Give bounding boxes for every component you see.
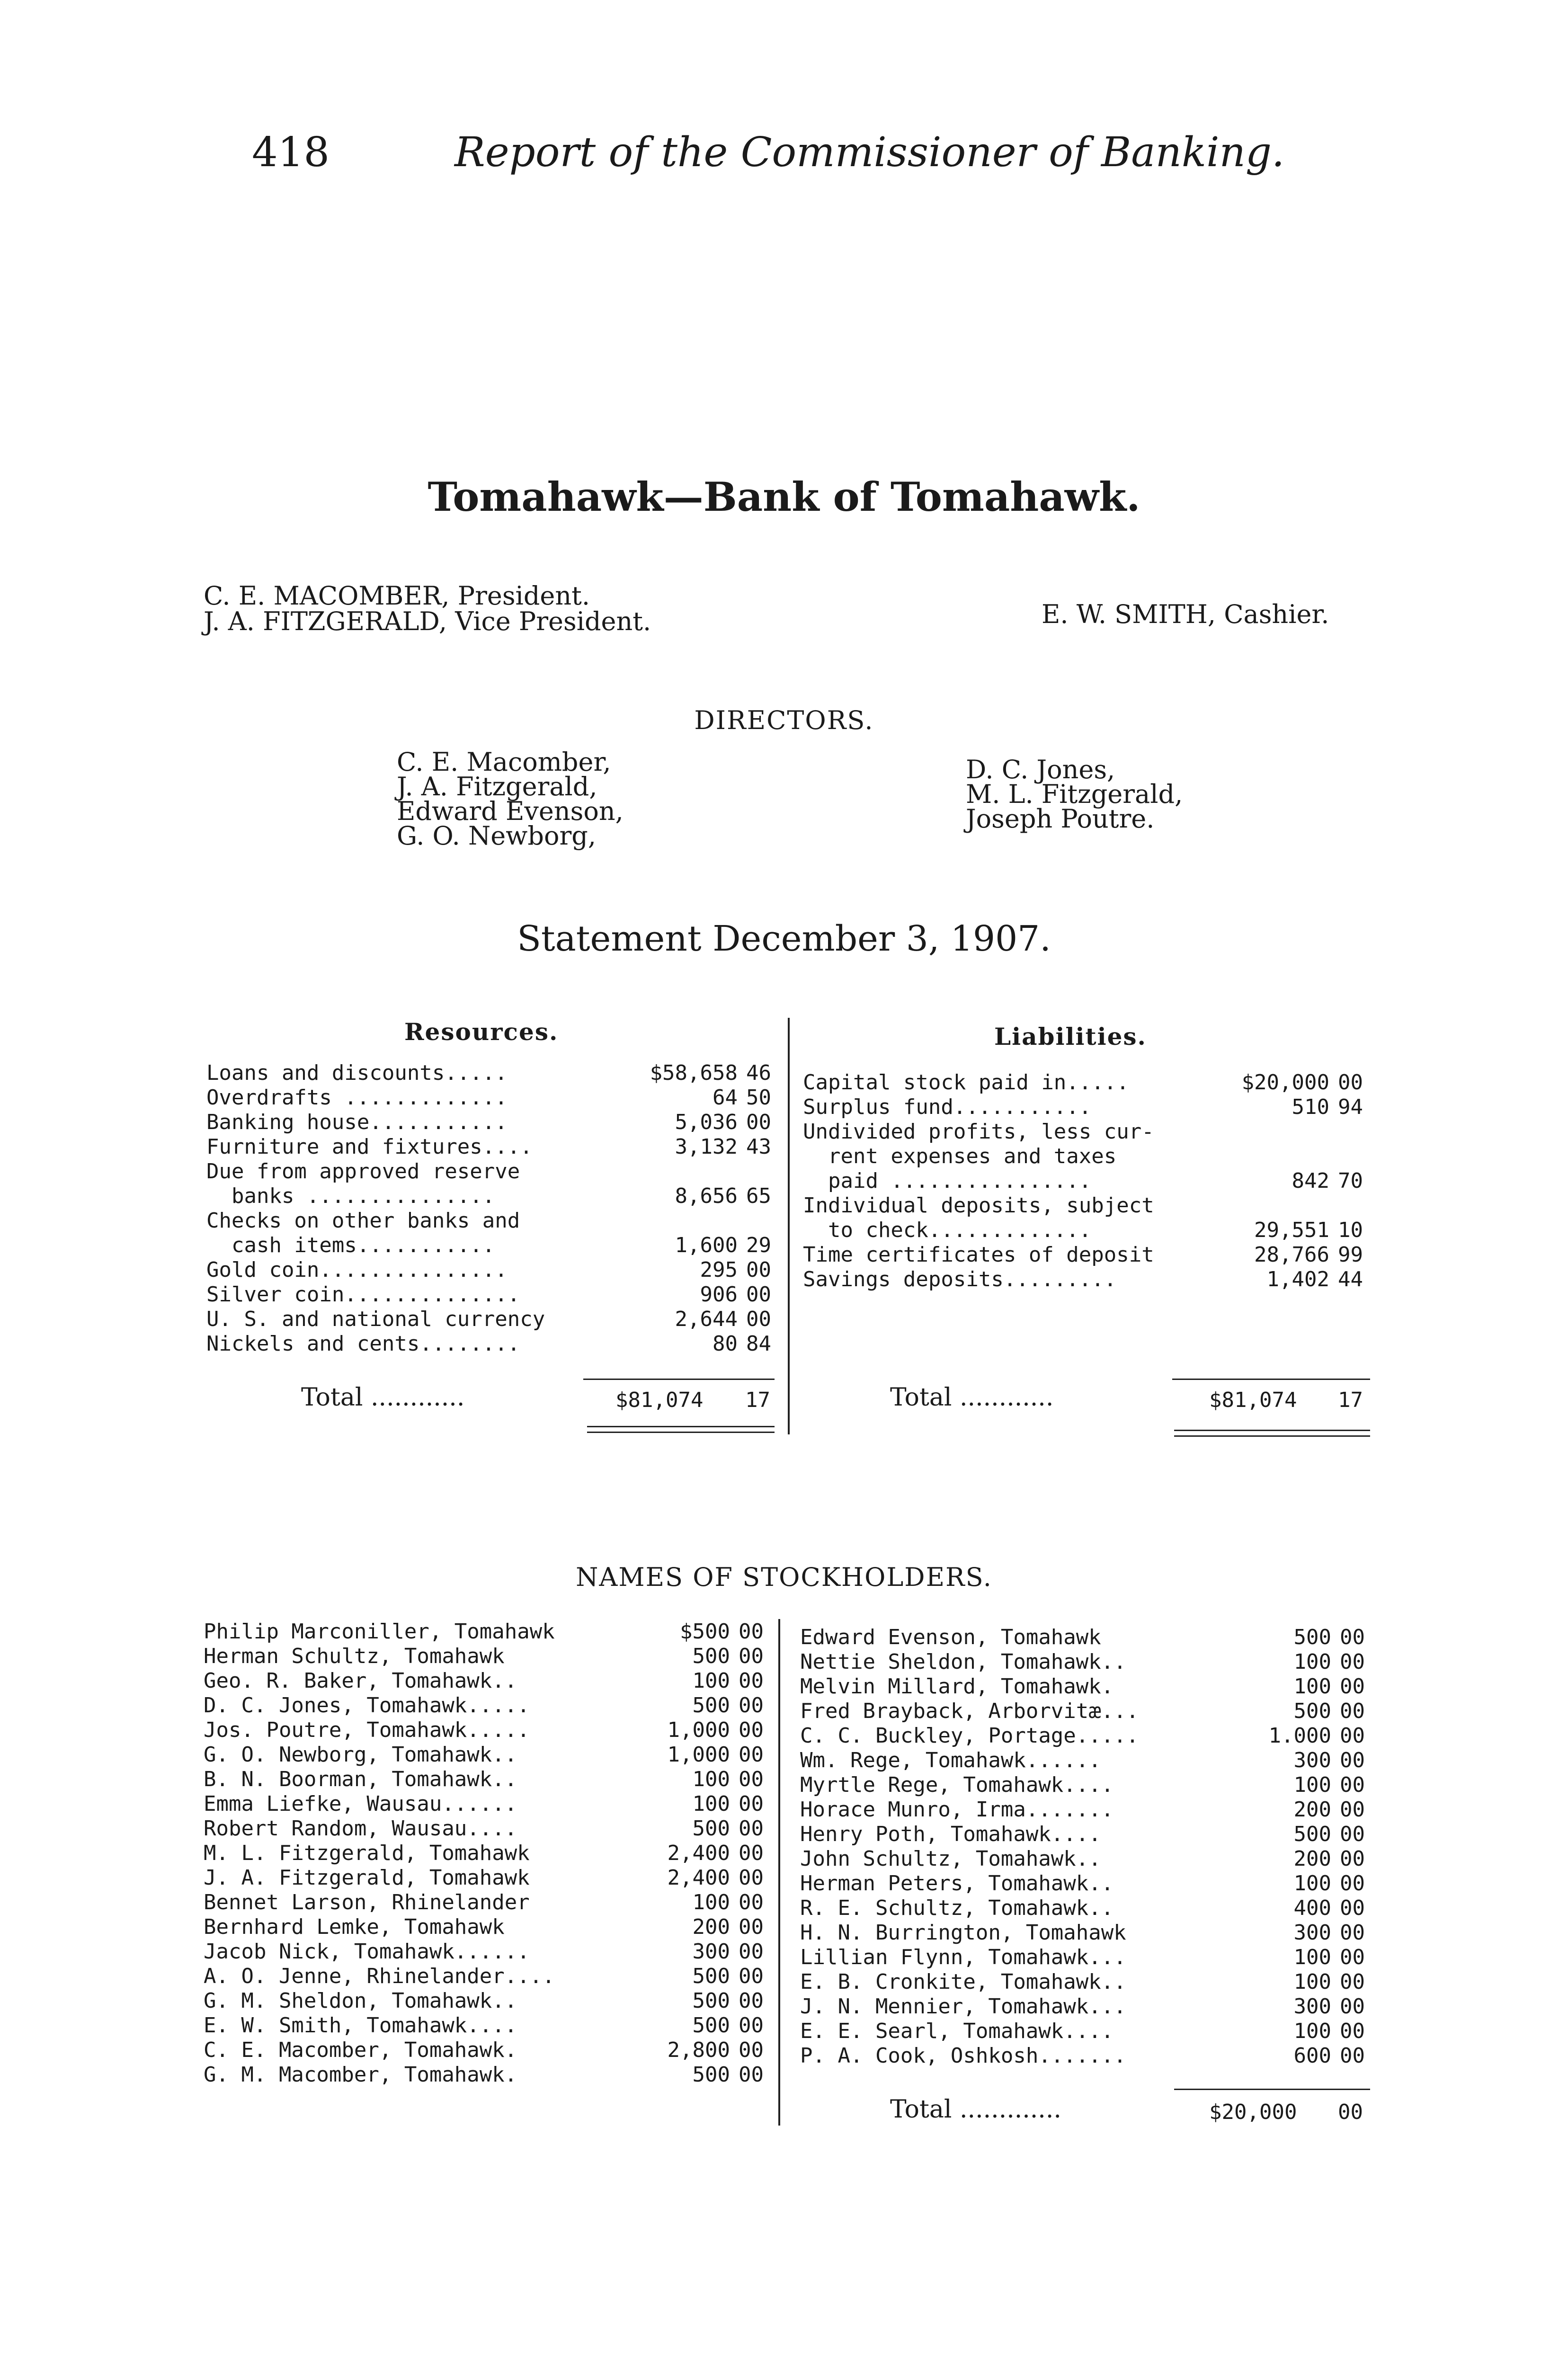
- resources-row-amount: [622, 1208, 738, 1233]
- stockholder-row-cents: 00: [739, 1693, 764, 1717]
- resources-total-rule-top: [583, 1379, 775, 1380]
- stockholder-row-cents: 00: [739, 1915, 764, 1939]
- stockholder-row-amount: 100: [692, 1890, 730, 1914]
- stockholder-row-label: E. E. Searl, Tomahawk....: [800, 2019, 1114, 2043]
- stockholder-row: [800, 1945, 1373, 1969]
- stockholder-row-amount: 500: [692, 2013, 730, 2038]
- stockholder-row: [204, 1619, 772, 1644]
- liabilities-row-label: Undivided profits, less cur-: [803, 1120, 1154, 1144]
- liabilities-row: [803, 1242, 1371, 1267]
- resources-row-amount: 906: [700, 1282, 738, 1307]
- stockholder-row-label: E. B. Cronkite, Tomahawk..: [800, 1970, 1126, 1994]
- stockholder-row-cents: 00: [1340, 1945, 1365, 1969]
- stockholder-row-label: Herman Peters, Tomahawk..: [800, 1871, 1114, 1895]
- resources-row-cents: 00: [746, 1110, 771, 1134]
- stockholder-row-amount: 2,400: [667, 1841, 730, 1865]
- stockholder-row: [800, 1723, 1373, 1748]
- stockholder-row-cents: 00: [1340, 1699, 1365, 1723]
- stockholder-row: [204, 1939, 772, 1964]
- stockholders-total-amount: $20,000: [1209, 2100, 1297, 2124]
- stockholder-row-cents: 00: [739, 1669, 764, 1693]
- stockholder-row-cents: 00: [739, 1644, 764, 1668]
- stockholder-row-amount: 1.000: [1268, 1724, 1331, 1748]
- stockholder-row-cents: 00: [739, 1841, 764, 1865]
- stockholder-row-label: Herman Schultz, Tomahawk: [204, 1644, 505, 1668]
- stockholder-row-cents: 00: [1340, 1674, 1365, 1699]
- stockholder-row-cents: 00: [739, 1767, 764, 1791]
- resources-row-cents: 00: [746, 1258, 771, 1282]
- stockholder-row-label: H. N. Burrington, Tomahawk: [800, 1921, 1126, 1945]
- stockholder-row: [204, 1865, 772, 1890]
- stockholder-row-label: Lillian Flynn, Tomahawk...: [800, 1945, 1126, 1969]
- stockholder-row: [800, 1969, 1373, 1994]
- stockholder-row-label: Bernhard Lemke, Tomahawk: [204, 1915, 505, 1939]
- stockholder-row-cents: 00: [739, 1620, 764, 1644]
- resources-total-double-rule: [587, 1432, 775, 1433]
- stockholder-row-label: Horace Munro, Irma.......: [800, 1797, 1114, 1822]
- liabilities-row: [803, 1193, 1371, 1218]
- stockholder-row-amount: 100: [1293, 1970, 1331, 1994]
- stockholder-row-cents: 00: [739, 1718, 764, 1742]
- liabilities-total-double-rule: [1174, 1430, 1370, 1431]
- stockholder-row-amount: 500: [1293, 1699, 1331, 1723]
- liabilities-row-amount: [1218, 1144, 1329, 1168]
- stockholder-row-label: J. N. Mennier, Tomahawk...: [800, 1994, 1126, 2019]
- stockholder-row-label: John Schultz, Tomahawk..: [800, 1847, 1101, 1871]
- liabilities-row: [803, 1144, 1371, 1168]
- liabilities-row-cents: [1329, 1144, 1371, 1168]
- stockholder-row-label: Geo. R. Baker, Tomahawk..: [204, 1669, 517, 1693]
- page-number: 418: [252, 129, 330, 176]
- stockholder-row-amount: 1,000: [667, 1743, 730, 1767]
- stockholder-row-label: G. O. Newborg, Tomahawk..: [204, 1743, 517, 1767]
- stockholder-row: [800, 1772, 1373, 1797]
- stockholder-row-amount: 1,000: [667, 1718, 730, 1742]
- stockholders-heading: NAMES OF STOCKHOLDERS.: [576, 1562, 992, 1592]
- stockholder-row-amount: 100: [1293, 1871, 1331, 1895]
- resources-row-cents: 50: [746, 1086, 771, 1110]
- resources-row-amount: 3,132: [675, 1135, 738, 1159]
- liabilities-heading: Liabilities.: [994, 1023, 1147, 1050]
- stockholder-row: [204, 1693, 772, 1717]
- stockholder-row-label: G. M. Sheldon, Tomahawk..: [204, 1989, 517, 2013]
- stockholder-row-label: D. C. Jones, Tomahawk.....: [204, 1693, 530, 1717]
- stockholder-row-label: Bennet Larson, Rhinelander: [204, 1890, 530, 1914]
- stockholder-row-cents: 00: [1340, 1797, 1365, 1822]
- stockholder-row: [800, 1846, 1373, 1871]
- stockholder-row-amount: 300: [692, 1940, 730, 1964]
- resources-row-label: cash items...........: [206, 1233, 495, 1257]
- stockholder-row-label: Myrtle Rege, Tomahawk....: [800, 1773, 1114, 1797]
- stockholder-row-cents: 00: [1340, 1650, 1365, 1674]
- statement-column-rule: [788, 1018, 790, 1434]
- liabilities-row-label: rent expenses and taxes: [803, 1144, 1117, 1168]
- resources-row-cents: 84: [746, 1332, 771, 1356]
- stockholder-row-label: Henry Poth, Tomahawk....: [800, 1822, 1101, 1846]
- resources-row-label: Furniture and fixtures....: [206, 1135, 533, 1159]
- stockholder-row-cents: 00: [1340, 1896, 1365, 1920]
- stockholder-row-cents: 00: [1340, 1970, 1365, 1994]
- stockholder-row-amount: 500: [692, 1816, 730, 1841]
- resources-row: [206, 1282, 779, 1307]
- stockholder-row-cents: 00: [1340, 2044, 1365, 2068]
- liabilities-row-cents: 10: [1338, 1218, 1363, 1242]
- stockholder-row-amount: 100: [1293, 1945, 1331, 1969]
- stockholder-row-amount: 100: [1293, 1650, 1331, 1674]
- liabilities-row-amount: 842: [1292, 1169, 1329, 1193]
- stockholder-row-label: J. A. Fitzgerald, Tomahawk: [204, 1866, 530, 1890]
- liabilities-row-amount: 510: [1292, 1095, 1329, 1119]
- resources-row: [206, 1257, 779, 1282]
- resources-row: [206, 1159, 779, 1184]
- stockholder-row-label: Nettie Sheldon, Tomahawk..: [800, 1650, 1126, 1674]
- stockholder-row-amount: 100: [1293, 1674, 1331, 1699]
- liabilities-row-amount: 29,551: [1254, 1218, 1329, 1242]
- stockholder-row-amount: 500: [692, 1964, 730, 1988]
- directors-heading: DIRECTORS.: [694, 705, 874, 735]
- liabilities-row-cents: 44: [1338, 1267, 1363, 1291]
- stockholder-row-amount: 100: [1293, 2019, 1331, 2043]
- stockholder-row-cents: 00: [1340, 1847, 1365, 1871]
- stockholder-row-amount: 100: [692, 1669, 730, 1693]
- resources-row: [206, 1060, 779, 1085]
- resources-row-cents: [738, 1208, 779, 1233]
- stockholders-total-cents: 00: [1338, 2100, 1363, 2124]
- stockholder-row-label: R. E. Schultz, Tomahawk..: [800, 1896, 1114, 1920]
- liabilities-row-label: paid ................: [803, 1169, 1092, 1193]
- stockholder-row-label: Robert Random, Wausau....: [204, 1816, 517, 1841]
- directors-right-list: [966, 755, 1183, 834]
- liabilities-row: [803, 1218, 1371, 1242]
- liabilities-row-amount: 28,766: [1254, 1243, 1329, 1267]
- resources-row: [206, 1134, 779, 1159]
- resources-heading: Resources.: [404, 1018, 559, 1046]
- stockholder-row-cents: 00: [1340, 1871, 1365, 1895]
- stockholder-row-label: Edward Evenson, Tomahawk: [800, 1625, 1101, 1649]
- liabilities-row: [803, 1267, 1371, 1291]
- liabilities-row-cents: 99: [1338, 1243, 1363, 1267]
- liabilities-row-cents: 70: [1338, 1169, 1363, 1193]
- stockholder-row-cents: 00: [739, 1989, 764, 2013]
- stockholder-row-amount: 300: [1293, 1748, 1331, 1772]
- resources-total-cents: 17: [745, 1388, 770, 1412]
- liabilities-row-label: Time certificates of deposit: [803, 1243, 1154, 1267]
- stockholder-row-amount: 300: [1293, 1921, 1331, 1945]
- liabilities-total-double-rule: [1174, 1435, 1370, 1437]
- liabilities-row-label: Individual deposits, subject: [803, 1193, 1154, 1218]
- resources-row-cents: 43: [746, 1135, 771, 1159]
- resources-row-label: Silver coin..............: [206, 1282, 520, 1307]
- stockholder-row-amount: 200: [1293, 1797, 1331, 1822]
- stockholder-row-amount: 2,400: [667, 1866, 730, 1890]
- liabilities-row-cents: [1329, 1119, 1371, 1144]
- stockholder-row-amount: 500: [1293, 1822, 1331, 1846]
- stockholder-row: [800, 1699, 1373, 1723]
- resources-row-amount: 64: [713, 1086, 738, 1110]
- stockholder-row-cents: 00: [739, 1866, 764, 1890]
- resources-row-label: Loans and discounts.....: [206, 1061, 508, 1085]
- resources-total-amount: $81,074: [615, 1388, 704, 1412]
- liabilities-row-label: Capital stock paid in.....: [803, 1070, 1129, 1095]
- stockholder-row-amount: 500: [692, 1693, 730, 1717]
- resources-row-label: Due from approved reserve: [206, 1159, 520, 1184]
- stockholder-row: [800, 1920, 1373, 1945]
- stockholders-total-label: Total .............: [890, 2095, 1061, 2124]
- stockholder-row: [800, 1994, 1373, 2019]
- officer-vice-president: J. A. FITZGERALD, Vice President.: [204, 606, 651, 636]
- resources-row-label: Banking house...........: [206, 1110, 508, 1134]
- officer-cashier: E. W. SMITH, Cashier.: [1042, 599, 1329, 629]
- stockholder-row-cents: 00: [1340, 1921, 1365, 1945]
- stockholder-row-amount: 500: [692, 1989, 730, 2013]
- directors-left-list: [397, 747, 624, 851]
- stockholder-row: [800, 1822, 1373, 1846]
- liabilities-row-cents: 00: [1338, 1070, 1363, 1095]
- stockholder-row: [204, 1767, 772, 1791]
- liabilities-table: [803, 1070, 1371, 1291]
- resources-row: [206, 1208, 779, 1233]
- resources-row-label: Gold coin...............: [206, 1258, 508, 1282]
- stockholder-row-label: Jos. Poutre, Tomahawk.....: [204, 1718, 530, 1742]
- stockholder-row-label: B. N. Boorman, Tomahawk..: [204, 1767, 517, 1791]
- stockholder-row: [204, 2062, 772, 2087]
- stockholder-row-amount: 200: [1293, 1847, 1331, 1871]
- stockholder-row: [800, 1797, 1373, 1822]
- stockholder-row: [204, 1816, 772, 1841]
- resources-total-double-rule: [587, 1426, 775, 1427]
- stockholder-row-label: Wm. Rege, Tomahawk......: [800, 1748, 1101, 1772]
- stockholders-column-rule: [778, 1619, 780, 2126]
- stockholder-row: [204, 2038, 772, 2062]
- stockholder-row-label: A. O. Jenne, Rhinelander....: [204, 1964, 555, 1988]
- resources-row-cents: 65: [746, 1184, 771, 1208]
- resources-row: [206, 1110, 779, 1134]
- stockholder-row: [204, 1644, 772, 1668]
- liabilities-row-amount: [1218, 1193, 1329, 1218]
- stockholder-row-label: E. W. Smith, Tomahawk....: [204, 2013, 517, 2038]
- director-name: M. L. Fitzgerald,: [966, 779, 1183, 809]
- liabilities-row: [803, 1168, 1371, 1193]
- stockholders-right-table: [800, 1625, 1373, 2068]
- resources-row: [206, 1085, 779, 1110]
- resources-row-cents: 46: [746, 1061, 771, 1085]
- stockholder-row: [204, 1890, 772, 1914]
- running-title: Report of the Commissioner of Banking.: [454, 129, 1285, 176]
- stockholders-left-table: [204, 1619, 772, 2087]
- stockholder-row-amount: 500: [1293, 1625, 1331, 1649]
- stockholder-row-label: C. C. Buckley, Portage.....: [800, 1724, 1139, 1748]
- stockholder-row-cents: 00: [739, 1743, 764, 1767]
- director-name: Edward Evenson,: [397, 796, 624, 826]
- stockholder-row-amount: $500: [680, 1620, 730, 1644]
- stockholder-row-cents: 00: [1340, 2019, 1365, 2043]
- liabilities-row-amount: [1218, 1119, 1329, 1144]
- stockholder-row: [800, 2019, 1373, 2043]
- stockholder-row: [800, 1895, 1373, 1920]
- stockholder-row-amount: 100: [692, 1767, 730, 1791]
- bank-title: Tomahawk—Bank of Tomahawk.: [428, 473, 1140, 520]
- stockholder-row: [204, 1841, 772, 1865]
- stockholder-row: [800, 1649, 1373, 1674]
- stockholder-row-amount: 600: [1293, 2044, 1331, 2068]
- resources-row-amount: [622, 1159, 738, 1184]
- stockholder-row: [204, 1914, 772, 1939]
- stockholder-row-amount: 100: [1293, 1773, 1331, 1797]
- stockholder-row: [204, 1742, 772, 1767]
- stockholder-row-amount: 300: [1293, 1994, 1331, 2019]
- resources-row-cents: 29: [746, 1233, 771, 1257]
- stockholder-row: [800, 1871, 1373, 1895]
- stockholder-row: [800, 1625, 1373, 1649]
- stockholder-row-cents: 00: [1340, 1773, 1365, 1797]
- stockholder-row-cents: 00: [1340, 1748, 1365, 1772]
- stockholder-row-amount: 200: [692, 1915, 730, 1939]
- liabilities-row-label: Savings deposits.........: [803, 1267, 1117, 1291]
- liabilities-row: [803, 1095, 1371, 1119]
- stockholder-row-cents: 00: [739, 1890, 764, 1914]
- liabilities-row-label: Surplus fund...........: [803, 1095, 1092, 1119]
- stockholder-row: [204, 2013, 772, 2038]
- stockholder-row-cents: 00: [739, 2013, 764, 2038]
- stockholder-row-cents: 00: [1340, 1625, 1365, 1649]
- stockholder-row-cents: 00: [739, 1792, 764, 1816]
- resources-row-cents: 00: [746, 1307, 771, 1331]
- resources-total-label: Total ............: [301, 1383, 465, 1412]
- resources-row-label: U. S. and national currency: [206, 1307, 545, 1331]
- stockholder-row-label: Fred Brayback, Arborvitæ...: [800, 1699, 1139, 1723]
- liabilities-row-cents: 94: [1338, 1095, 1363, 1119]
- resources-row-amount: 295: [700, 1258, 738, 1282]
- stockholder-row-label: P. A. Cook, Oshkosh.......: [800, 2044, 1126, 2068]
- resources-row: [206, 1184, 779, 1208]
- stockholder-row-cents: 00: [739, 2038, 764, 2062]
- stockholder-row: [204, 1791, 772, 1816]
- stockholder-row: [204, 1717, 772, 1742]
- liabilities-total-cents: 17: [1338, 1388, 1363, 1412]
- stockholder-row-amount: 400: [1293, 1896, 1331, 1920]
- resources-table: [206, 1060, 779, 1356]
- officers-block: [204, 583, 651, 634]
- stockholder-row-amount: 100: [692, 1792, 730, 1816]
- stockholder-row: [204, 1964, 772, 1988]
- resources-row-label: Checks on other banks and: [206, 1209, 520, 1233]
- director-name: J. A. Fitzgerald,: [397, 772, 597, 801]
- liabilities-row-amount: $20,000: [1241, 1070, 1329, 1095]
- stockholder-row-cents: 00: [739, 2063, 764, 2087]
- director-name: D. C. Jones,: [966, 755, 1115, 784]
- stockholder-row-cents: 00: [739, 1940, 764, 1964]
- officer-president: C. E. MACOMBER, President.: [204, 581, 590, 611]
- resources-row-amount: 1,600: [675, 1233, 738, 1257]
- stockholder-row-cents: 00: [739, 1816, 764, 1841]
- liabilities-total-amount: $81,074: [1209, 1388, 1297, 1412]
- resources-row-cents: [738, 1159, 779, 1184]
- resources-row-label: Overdrafts .............: [206, 1086, 508, 1110]
- liabilities-row-label: to check.............: [803, 1218, 1092, 1242]
- stockholder-row: [204, 1668, 772, 1693]
- stockholder-row-label: Melvin Millard, Tomahawk.: [800, 1674, 1114, 1699]
- liabilities-row: [803, 1119, 1371, 1144]
- stockholders-total-rule: [1174, 2089, 1370, 2090]
- director-name: Joseph Poutre.: [966, 804, 1155, 834]
- resources-row-amount: $58,658: [650, 1061, 738, 1085]
- resources-row: [206, 1331, 779, 1356]
- stockholder-row-label: Emma Liefke, Wausau......: [204, 1792, 517, 1816]
- liabilities-row-amount: 1,402: [1266, 1267, 1329, 1291]
- stockholder-row-cents: 00: [1340, 1822, 1365, 1846]
- stockholder-row: [800, 2043, 1373, 2068]
- stockholder-row-label: M. L. Fitzgerald, Tomahawk: [204, 1841, 530, 1865]
- resources-row-label: Nickels and cents........: [206, 1332, 520, 1356]
- stockholder-row-label: Jacob Nick, Tomahawk......: [204, 1940, 530, 1964]
- liabilities-total-label: Total ............: [890, 1383, 1054, 1412]
- resources-row: [206, 1307, 779, 1331]
- resources-row-cents: 00: [746, 1282, 771, 1307]
- resources-row-amount: 5,036: [675, 1110, 738, 1134]
- stockholder-row-label: G. M. Macomber, Tomahawk.: [204, 2063, 517, 2087]
- stockholder-row: [204, 1988, 772, 2013]
- resources-row-amount: 80: [713, 1332, 738, 1356]
- stockholder-row-cents: 00: [1340, 1724, 1365, 1748]
- stockholder-row-label: Philip Marconiller, Tomahawk: [204, 1620, 555, 1644]
- liabilities-total-rule-top: [1172, 1379, 1370, 1380]
- stockholder-row-cents: 00: [1340, 1994, 1365, 2019]
- stockholder-row-amount: 500: [692, 2063, 730, 2087]
- resources-row-amount: 2,644: [675, 1307, 738, 1331]
- stockholder-row-cents: 00: [739, 1964, 764, 1988]
- stockholder-row: [800, 1748, 1373, 1772]
- statement-title: Statement December 3, 1907.: [517, 918, 1051, 959]
- stockholder-row-amount: 500: [692, 1644, 730, 1668]
- director-name: C. E. Macomber,: [397, 747, 611, 777]
- stockholder-row-label: C. E. Macomber, Tomahawk.: [204, 2038, 517, 2062]
- resources-row: [206, 1233, 779, 1257]
- stockholder-row: [800, 1674, 1373, 1699]
- resources-row-amount: 8,656: [675, 1184, 738, 1208]
- liabilities-row-cents: [1329, 1193, 1371, 1218]
- resources-row-label: banks ...............: [206, 1184, 495, 1208]
- director-name: G. O. Newborg,: [397, 821, 597, 851]
- stockholder-row-amount: 2,800: [667, 2038, 730, 2062]
- liabilities-row: [803, 1070, 1371, 1095]
